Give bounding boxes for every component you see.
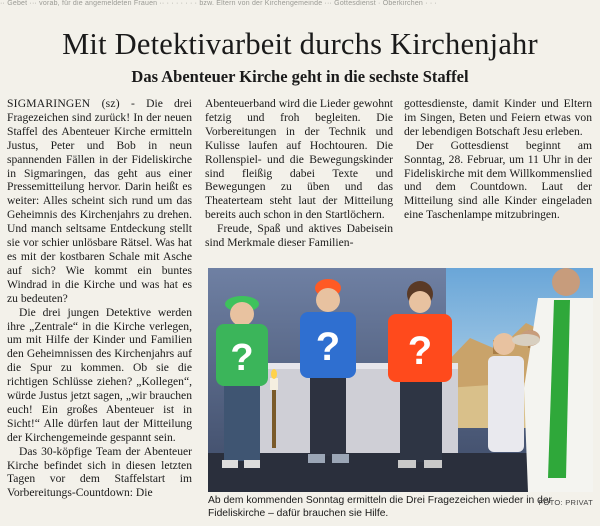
article-photo: [208, 268, 593, 492]
paragraph-4: Abenteuerband wird die Lieder gewohnt fetzig und froh begleiten. Die Vorbereitungen in der Technik und Kulisse laufen auf Hochtouren. Die Rollenspiel- und die Bewegungskinder sind fleißig dabei Texte und Bewegungen zu üben und das Theaterteam steht laut der Mitteilung bereits auch schon in den Startlöchern.: [205, 97, 394, 222]
candle: [270, 378, 278, 390]
candle-flame: [271, 369, 277, 379]
article-column-1: [7, 97, 192, 517]
paragraph-5: Freude, Spaß und aktives Dabeisein sind Merkmale dieser Familien-: [205, 222, 393, 250]
photo-illustration: [208, 268, 593, 492]
paragraph-1: [7, 97, 192, 306]
photo-caption: Ab dem kommenden Sonntag ermitteln die Drei Fragezeichen wieder in der Fideliskirche – dafür brauchen sie Hilfe.: [208, 495, 552, 519]
ash-bowl: [512, 334, 540, 346]
question-mark-2: ?: [315, 325, 341, 369]
paragraph-7: Der Gottesdienst beginnt am Sonntag, 28. Februar, um 11 Uhr in der Fideliskirche mit dem Willkommenslied und dem Countdown. Laut der Mitteilung sind alle Kinder eingeladen eine Taschenlampe mitzubringen.: [404, 138, 592, 222]
article-column-2: [205, 97, 393, 269]
article-subheadline: Das Abenteuer Kirche geht in die sechste Staffel: [131, 67, 469, 86]
article-headline: Mit Detektivarbeit durchs Kirchenjahr: [62, 27, 538, 61]
paragraph-2: Die drei jungen Detektive werden ihre „Zentrale“ in die Kirche verlegen, um mit Hilfe der Kinder und Familien den Geheimnissen des Kirchenjahrs auf die Spur zu kommen. Ob sie die richtigen Schlüsse ziehen? „Kollegen“, würde Justus jetzt sagen, „wir brauchen euch! Ein großes Abenteuer ist in Sicht!“ Alle dürfen laut der Mitteilung der Kirchengemeinde gespannt sein.: [7, 305, 192, 444]
candle-stand: [272, 386, 276, 448]
article-column-3: [404, 97, 592, 269]
question-mark-1: ?: [230, 337, 254, 379]
previous-article-strip: ·· Gebet ··· vorab, für die angemeldeten Frauen ·· · · · · · · · bzw. Eltern von der Kirchengemeinde ··· Gottesdienst · Oberkirchen · · ·: [0, 0, 438, 7]
paragraph-3: Das 30-köpfige Team der Abenteuer Kirche befindet sich in diesen letzten Tagen vor dem Staffelstart im Vorbereitungs-Countdown: Die: [7, 444, 192, 500]
paragraph-6: gottesdienste, damit Kinder und Eltern im Singen, Beten und Feiern etwas von der lebendigen Botschaft Jesu erleben.: [404, 97, 592, 138]
dateline: SIGMARINGEN (sz) -: [7, 97, 136, 110]
paragraph-1-text: Die drei Fragezeichen sind zurück! In der neuen Staffel des Abenteuer Kirche ermitteln Justus, Peter und Bob in neun spannenden Fällen in der Fideliskirche in Sigmaringen, das geht aus einer Pressemitteilung hervor. Darin heißt es weiter: Alles scheint sich rund um das Geheimnis des Kirchenjahrs zu drehen. Und manch seltsame Entdeckung stellt sie vor schier unlösbare Rätsel. Was hat es mit der kostbaren Schale mit Asche auf sich? Wie kommt ein buntes Windrad in die Kirche und was hat es zu bedeuten?: [7, 97, 193, 305]
photo-credit: FOTO: PRIVAT: [538, 498, 593, 507]
question-mark-3: ?: [407, 329, 433, 373]
